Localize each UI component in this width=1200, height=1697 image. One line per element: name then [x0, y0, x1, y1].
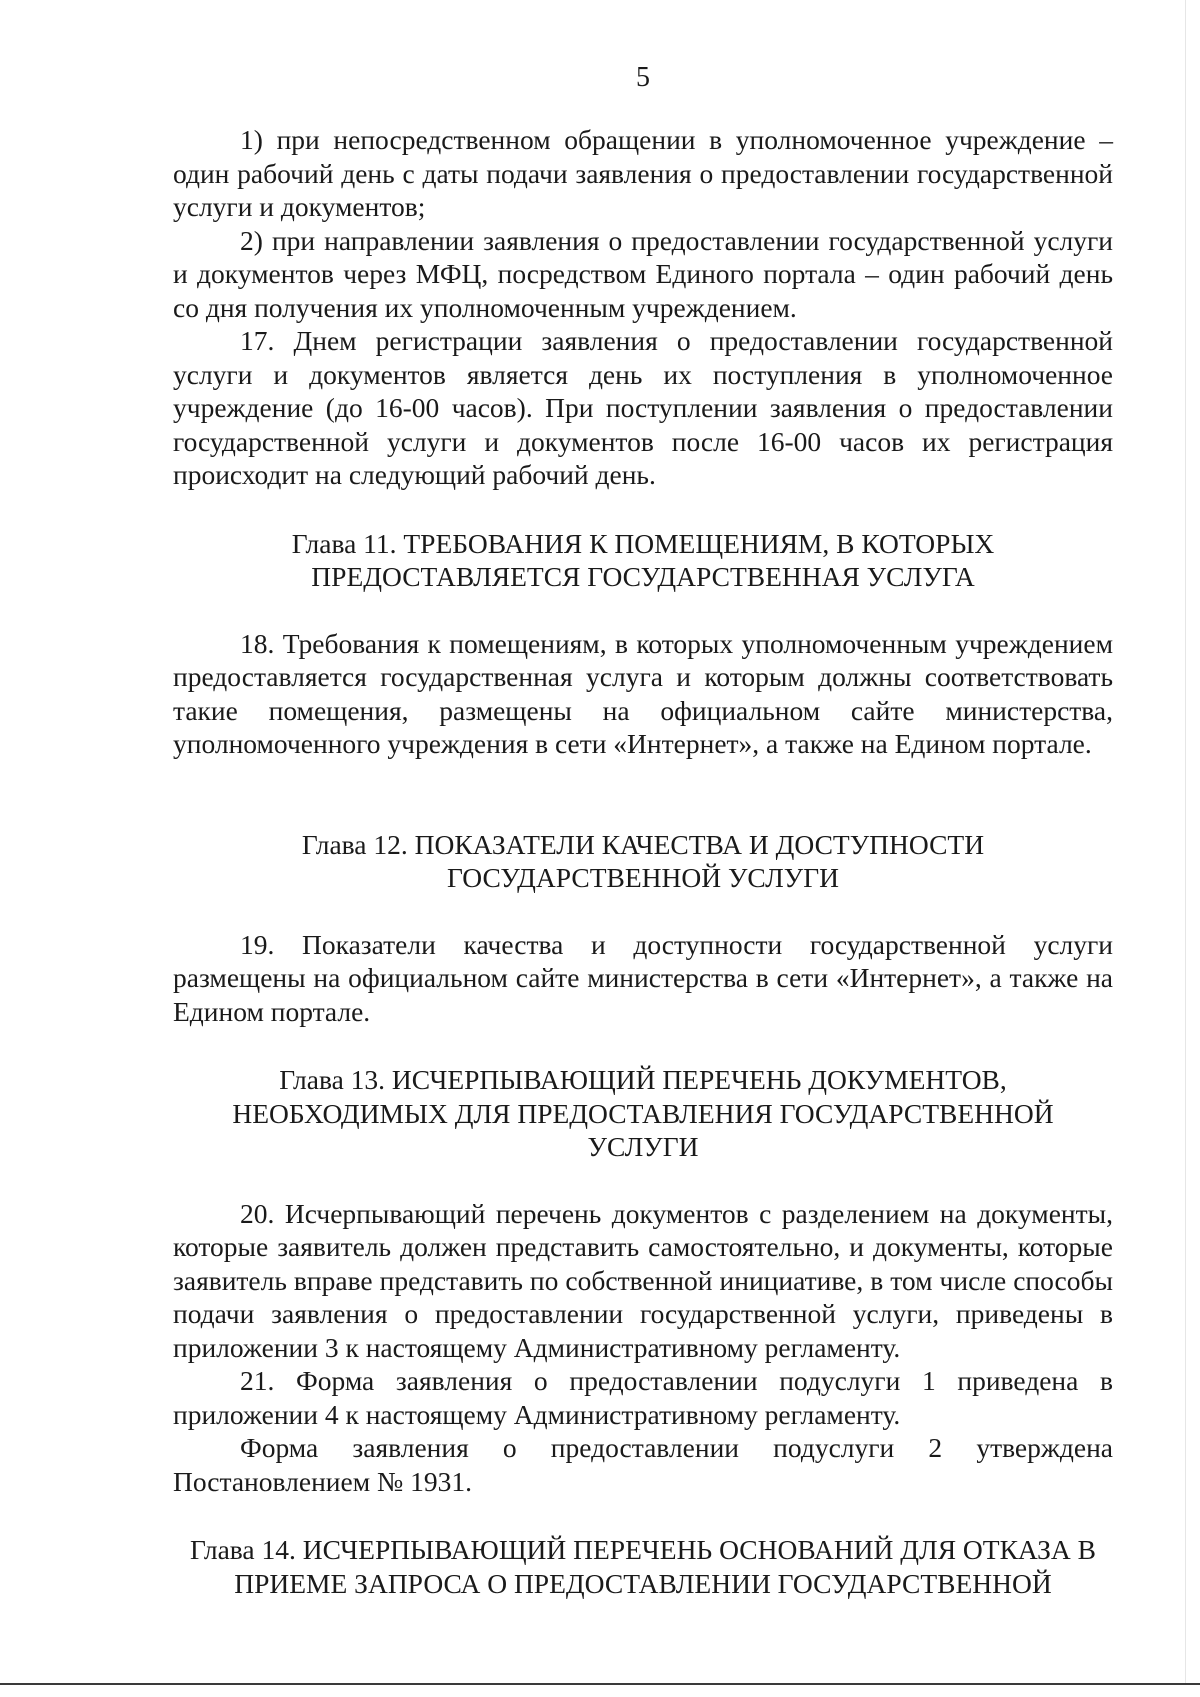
- chapter-14-heading-line-2: ПРИЕМЕ ЗАПРОСА О ПРЕДОСТАВЛЕНИИ ГОСУДАРСТВЕННОЙ: [234, 1567, 1052, 1599]
- paragraph-2: 2) при направлении заявления о предоставлении государственной услуги и документов через МФЦ, посредством Единого портала – один рабочий день со дня получения их уполномоченным учреждением.: [173, 224, 1113, 323]
- page-number: 5: [636, 62, 650, 93]
- chapter-13-heading-line-1: Глава 13. ИСЧЕРПЫВАЮЩИЙ ПЕРЕЧЕНЬ ДОКУМЕНТОВ,: [279, 1064, 1007, 1095]
- chapter-13-heading-line-2: НЕОБХОДИМЫХ ДЛЯ ПРЕДОСТАВЛЕНИЯ ГОСУДАРСТВЕННОЙ: [232, 1097, 1054, 1129]
- paragraph-21: 21. Форма заявления о предоставлении подуслуги 1 приведена в приложении 4 к настоящему Административному регламенту.: [173, 1365, 1113, 1430]
- scan-bottom-edge: [0, 1683, 1200, 1685]
- chapter-14-heading: [173, 1533, 1113, 1600]
- chapter-13-heading-line-3: УСЛУГИ: [587, 1131, 699, 1162]
- chapter-12-heading: [173, 828, 1113, 895]
- chapter-13-heading: [173, 1063, 1113, 1164]
- paragraph-19: 19. Показатели качества и доступности государственной услуги размещены на официальном сайте министерства в сети «Интернет», а также на Едином портале.: [173, 928, 1113, 1027]
- paragraph-1: 1) при непосредственном обращении в уполномоченное учреждение – один рабочий день с даты подачи заявления о предоставлении государственной услуги и документов;: [173, 124, 1113, 222]
- chapter-11-heading-line-2: ПРЕДОСТАВЛЯЕТСЯ ГОСУДАРСТВЕННАЯ УСЛУГА: [311, 561, 975, 592]
- paragraph-20: 20. Исчерпывающий перечень документов с разделением на документы, которые заявитель должен представить самостоятельно, и документы, которые заявитель вправе представить по собственной инициативе, в том числе способы подачи заявления о предоставлении государственной услуги, приведены в приложении 3 к настоящему Административному регламенту.: [173, 1197, 1113, 1363]
- chapter-12-heading-line-2: ГОСУДАРСТВЕННОЙ УСЛУГИ: [447, 862, 839, 893]
- chapter-11-heading-line-1: Глава 11. ТРЕБОВАНИЯ К ПОМЕЩЕНИЯМ, В КОТОРЫХ: [291, 527, 995, 559]
- paragraph-21-form: Форма заявления о предоставлении подуслуги 2 утверждена Постановлением № 1931.: [173, 1432, 1113, 1497]
- chapter-12-heading-line-1: Глава 12. ПОКАЗАТЕЛИ КАЧЕСТВА И ДОСТУПНОСТИ: [301, 828, 985, 860]
- page-content: [173, 123, 1113, 1600]
- chapter-14-heading-line-1: Глава 14. ИСЧЕРПЫВАЮЩИЙ ПЕРЕЧЕНЬ ОСНОВАНИЙ ДЛЯ ОТКАЗА В: [190, 1534, 1096, 1565]
- chapter-11-heading: [173, 527, 1113, 594]
- paragraph-18: 18. Требования к помещениям, в которых уполномоченным учреждением предоставляется государственная услуга и которым должны соответствовать такие помещения, размещены на официальном сайте министерства, уполномоченного учреждения в сети «Интернет», а также на Едином портале.: [173, 627, 1113, 759]
- scan-edge: [1185, 0, 1186, 1683]
- paragraph-17: 17. Днем регистрации заявления о предоставлении государственной услуги и документов является день их поступления в уполномоченное учреждение (до 16-00 часов). При поступлении заявления о предоставлении государственной услуги и документов после 16-00 часов их регистрация происходит на следующий рабочий день.: [173, 325, 1113, 490]
